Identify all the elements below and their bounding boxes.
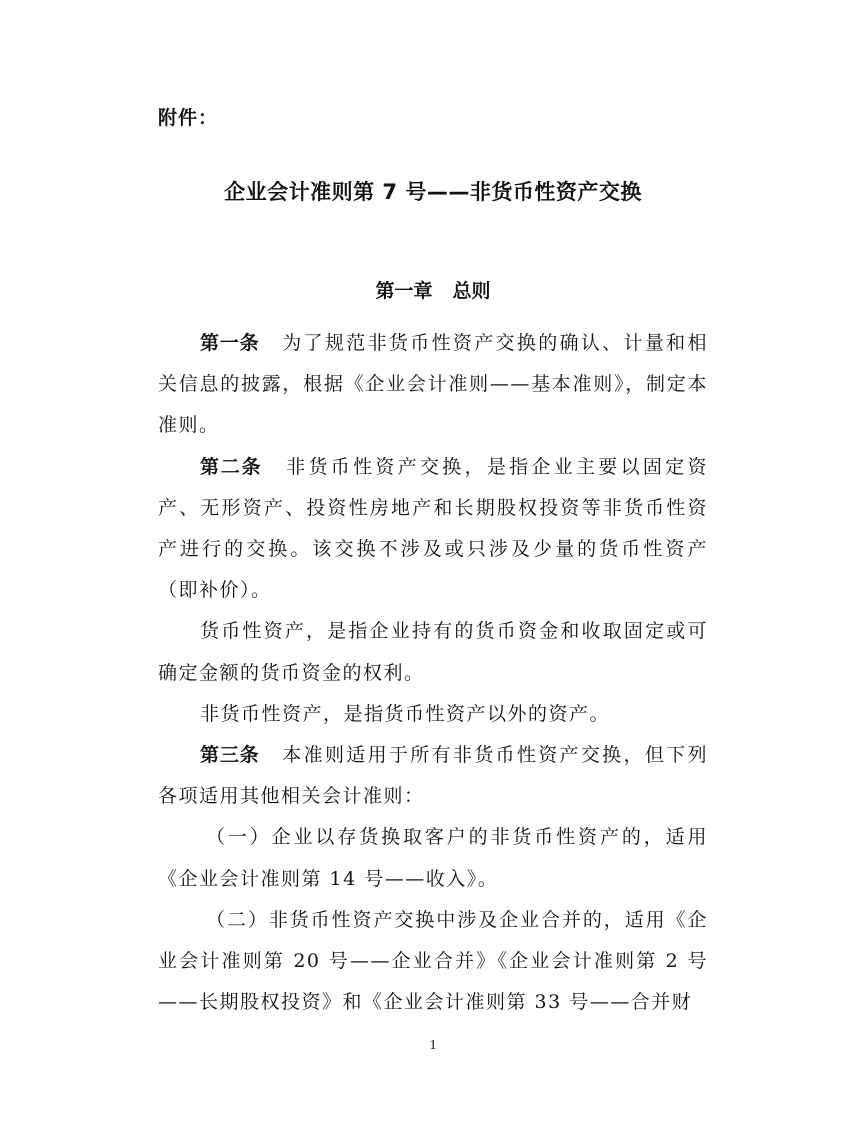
document-title: 企业会计准则第 7 号——非货币性资产交换 — [224, 180, 642, 204]
list-item-text: （一）企业以存货换取客户的非货币性资产的，适用《企业会计准则第 14 号——收入》。 — [158, 826, 708, 890]
chapter-heading — [0, 276, 866, 303]
article-2 — [158, 447, 708, 612]
article-text: 本准则适用于所有非货币性资产交换，但下列各项适用其他相关会计准则： — [158, 744, 708, 808]
page-number: 1 — [429, 1038, 437, 1053]
list-item-text: （二）非货币性资产交换中涉及企业合并的，适用《企业会计准则第 20 号——企业合并》《企业会计准则第 2 号——长期股权投资》和《企业会计准则第 33 号——合并财 — [158, 908, 708, 1014]
document-body — [158, 323, 708, 1023]
paragraph-monetary-assets — [158, 611, 708, 693]
article-label: 第一条 — [200, 332, 260, 354]
article-label: 第三条 — [200, 744, 260, 767]
attachment-label: 附件： — [158, 107, 219, 129]
article-label: 第二条 — [200, 455, 263, 478]
chapter-number: 第一章 — [375, 280, 433, 302]
article-1 — [158, 323, 708, 447]
article-text: 为了规范非货币性资产交换的确认、计量和相关信息的披露，根据《企业会计准则——基本准则》，制定本准则。 — [158, 332, 708, 437]
list-item-2 — [158, 900, 708, 1024]
article-text: 非货币性资产交换，是指企业主要以固定资产、无形资产、投资性房地产和长期股权投资等非货币性资产进行的交换。该交换不涉及或只涉及少量的货币性资产（即补价）。 — [158, 455, 708, 602]
paragraph-text: 货币性资产，是指企业持有的货币资金和收取固定或可确定金额的货币资金的权利。 — [158, 620, 708, 684]
paragraph-text: 非货币性资产，是指货币性资产以外的资产。 — [200, 702, 611, 725]
article-3 — [158, 735, 708, 817]
paragraph-non-monetary-assets — [158, 694, 708, 735]
list-item-1 — [158, 817, 708, 899]
chapter-name: 总则 — [452, 280, 491, 302]
